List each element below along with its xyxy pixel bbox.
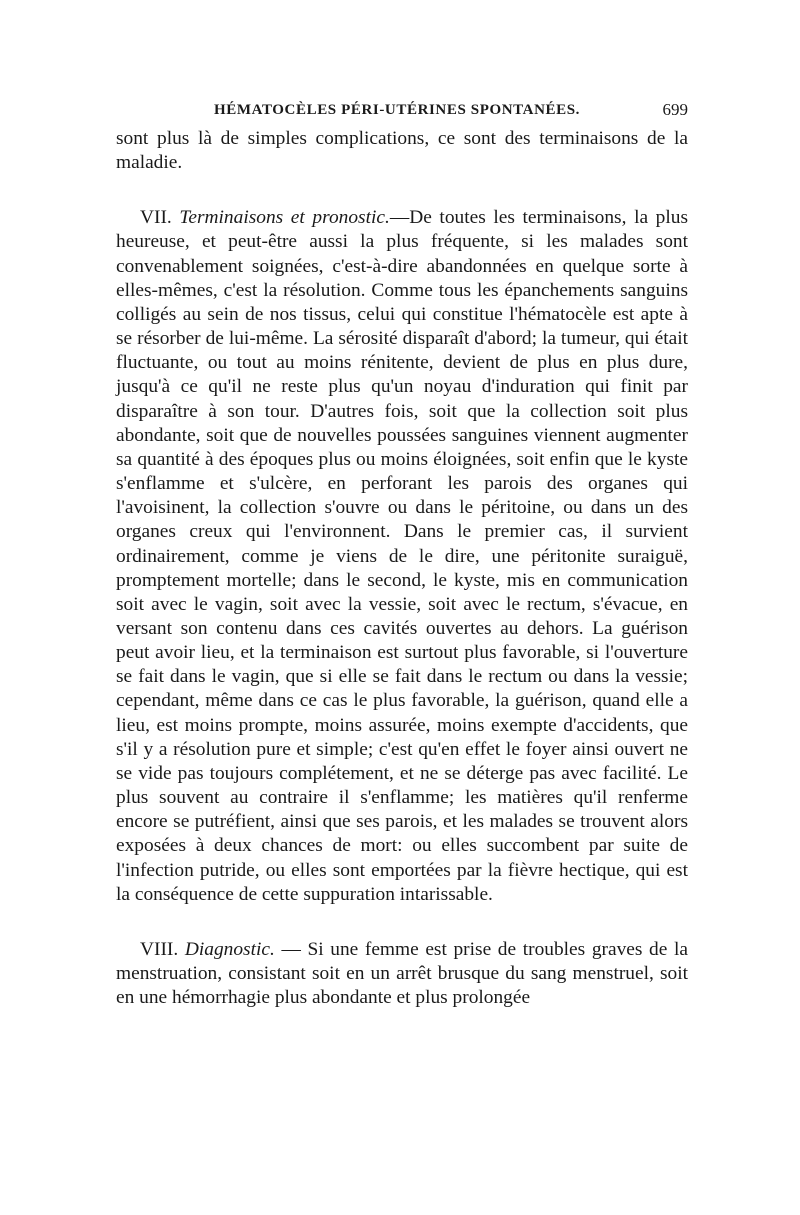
paragraph-continuation	[116, 127, 688, 175]
paragraph-section-vii	[116, 206, 688, 907]
paragraph-text: — Si une femme est prise de troubles graves de la menstruation, consistant soit en un arrêt brusque du sang menstruel, soit en une hémorrhagie plus abondante et plus prolongée	[116, 938, 688, 1009]
page-number: 699	[662, 100, 688, 119]
section-heading: Diagnostic.	[184, 938, 275, 960]
running-title: HÉMATOCÈLES PÉRI-UTÉRINES SPONTANÉES.	[214, 102, 581, 118]
paragraph-text: sont plus là de simples complications, ce sont des terminaisons de la maladie.	[116, 128, 688, 174]
paragraph-gap	[116, 175, 688, 206]
paragraph-text: —De toutes les terminaisons, la plus heureuse, et peut-être aussi la plus fréquente, si les malades sont convenablement soignées, c'est-à-dire abandonnées en quelque sorte à elles-mêmes, c'est la résolution. Comme tous les épanchements sanguins colligés au sein de nos tissus, celui qui constitue l'hématocèle est apte à se résorber de lui-même. La sérosité disparaît d'abord; la tumeur, qui était fluctuante, ou tout au moins rénitente, devient de plus en plus dure, jusqu'à ce qu'il ne reste plus qu'un noyau d'induration qui finit par disparaître à son tour. D'autres fois, soit que la collection soit plus abondante, soit que de nouvelles poussées sanguines viennent augmenter sa quantité à des époques plus ou moins éloignées, soit enfin que le kyste s'enflamme et s'ulcère, en perforant les parois des organes qui l'avoisinent, la collection s'ouvre ou dans le péritoine, ou dans un des organes creux qui l'environnent. Dans le premier cas, il survient ordinairement, comme je viens de le dire, une péritonite suraiguë, promptement mortelle; dans le second, le kyste, mis en communication soit avec le vagin, soit avec la vessie, soit avec le rectum, s'évacue, en versant son contenu dans ces cavités ouvertes au dehors. La guérison peut avoir lieu, et la terminaison est surtout plus favorable, si l'ouverture se fait dans le vagin, que si elle se fait dans le rectum ou dans la vessie; cependant, même dans ce cas le plus favorable, la guérison, quand elle a lieu, est moins prompte, moins assurée, moins exempte d'accidents, que s'il y a résolution pure et simple; c'est qu'en effet le foyer ainsi ouvert ne se vide pas toujours complétement, et ne se déterge pas avec facilité. Le plus souvent au contraire il s'enflamme; les matières qu'il renferme encore se putréfient, ainsi que ses parois, et les malades se trouvent alors exposées à deux chances de mort: ou elles succombent par suite de l'infection putride, ou elles sont emportées par la fièvre hectique, qui est la conséquence de cette suppuration intarissable.	[116, 207, 688, 905]
section-number: VIII.	[140, 938, 179, 960]
section-heading: Terminaisons et pronostic.	[179, 207, 390, 229]
paragraph-gap	[116, 907, 688, 938]
paragraph-section-viii	[116, 938, 688, 1010]
section-number: VII.	[140, 207, 172, 229]
page-body	[116, 127, 688, 1010]
